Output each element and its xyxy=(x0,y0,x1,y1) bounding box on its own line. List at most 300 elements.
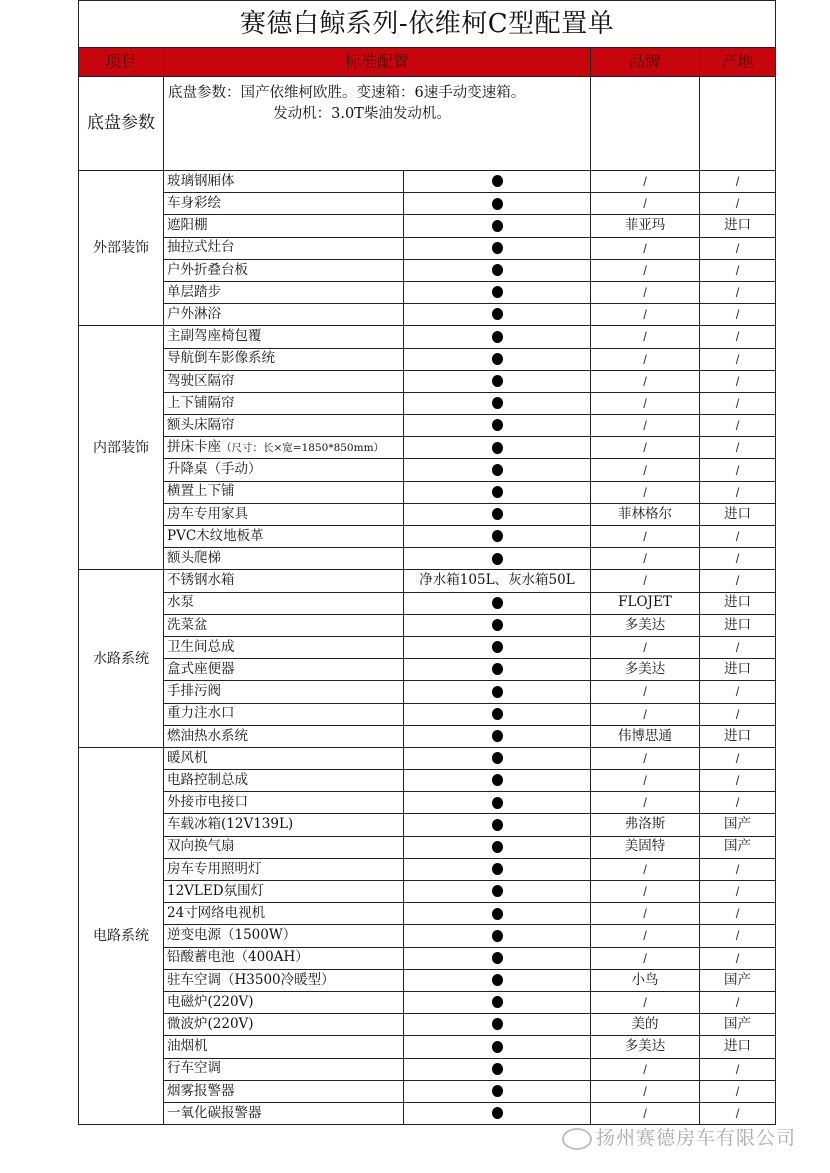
item-name xyxy=(164,681,404,703)
group-label: 内部装饰 xyxy=(79,326,164,570)
item-name xyxy=(164,814,404,836)
standard-cell xyxy=(404,659,591,681)
brand-cell: / xyxy=(591,703,700,725)
brand-cell: FLOJET xyxy=(591,592,700,614)
standard-cell xyxy=(404,503,591,525)
origin-cell: / xyxy=(700,925,776,947)
brand-cell: / xyxy=(591,415,700,437)
standard-dot-icon xyxy=(492,242,503,254)
standard-cell xyxy=(404,1014,591,1036)
header-row xyxy=(79,48,776,77)
wechat-icon xyxy=(562,1128,592,1150)
item-label: 横置上下铺 xyxy=(167,483,235,500)
standard-dot-icon xyxy=(492,1085,503,1097)
standard-cell xyxy=(404,326,591,348)
item-name xyxy=(164,991,404,1013)
standard-cell xyxy=(404,725,591,747)
item-name xyxy=(164,548,404,570)
standard-dot-icon xyxy=(492,863,503,875)
standard-cell xyxy=(404,193,591,215)
brand-cell: / xyxy=(591,281,700,303)
origin-cell: 国产 xyxy=(700,814,776,836)
standard-dot-icon xyxy=(492,885,503,897)
item-label: 上下铺隔帘 xyxy=(167,394,235,411)
standard-dot-icon xyxy=(492,375,503,387)
table-row xyxy=(79,947,776,969)
brand-cell: / xyxy=(591,636,700,658)
item-label: 重力注水口 xyxy=(167,705,235,722)
standard-cell xyxy=(404,171,591,193)
item-label: 抽拉式灶台 xyxy=(167,239,235,256)
brand-cell: / xyxy=(591,881,700,903)
table-row xyxy=(79,592,776,614)
standard-cell xyxy=(404,1102,591,1124)
item-name xyxy=(164,925,404,947)
origin-cell: / xyxy=(700,370,776,392)
standard-dot-icon xyxy=(492,1107,503,1119)
standard-cell xyxy=(404,1080,591,1102)
item-name xyxy=(164,725,404,747)
origin-cell: / xyxy=(700,1080,776,1102)
item-label: 驾驶区隔帘 xyxy=(167,372,235,389)
title-row xyxy=(79,1,776,48)
item-label: 手排污阀 xyxy=(167,683,221,700)
origin-cell: / xyxy=(700,526,776,548)
origin-cell: / xyxy=(700,281,776,303)
chassis-label: 底盘参数 xyxy=(79,77,164,171)
origin-cell: 国产 xyxy=(700,1014,776,1036)
standard-dot-icon xyxy=(492,686,503,698)
item-label: 额头爬梯 xyxy=(167,550,221,567)
config-sheet xyxy=(78,0,775,1125)
brand-cell: / xyxy=(591,326,700,348)
brand-cell: / xyxy=(591,770,700,792)
brand-cell: 多美达 xyxy=(591,614,700,636)
item-label: 微波炉(220V) xyxy=(167,1015,254,1032)
standard-dot-icon xyxy=(492,996,503,1008)
table-row xyxy=(79,503,776,525)
brand-cell: / xyxy=(591,459,700,481)
brand-cell: / xyxy=(591,991,700,1013)
header-standard: 标准配置 xyxy=(164,48,591,77)
origin-cell: / xyxy=(700,481,776,503)
item-name xyxy=(164,903,404,925)
standard-cell xyxy=(404,459,591,481)
origin-cell: / xyxy=(700,259,776,281)
standard-dot-icon xyxy=(492,1018,503,1030)
standard-dot-icon xyxy=(492,264,503,276)
item-label: 油烟机 xyxy=(167,1038,208,1055)
table-row xyxy=(79,281,776,303)
brand-cell: 小鸟 xyxy=(591,969,700,991)
origin-cell: / xyxy=(700,858,776,880)
origin-cell: 进口 xyxy=(700,614,776,636)
item-label: 卫生间总成 xyxy=(167,638,235,655)
item-label: 车身彩绘 xyxy=(167,195,221,212)
standard-cell xyxy=(404,370,591,392)
table-row xyxy=(79,237,776,259)
item-label: 房车专用照明灯 xyxy=(167,860,262,877)
standard-cell: 净水箱105L、灰水箱50L xyxy=(404,570,591,592)
chassis-origin xyxy=(700,77,776,171)
item-label: 行车空调 xyxy=(167,1060,221,1077)
standard-cell xyxy=(404,858,591,880)
standard-cell xyxy=(404,903,591,925)
standard-cell xyxy=(404,237,591,259)
table-row xyxy=(79,326,776,348)
item-name xyxy=(164,503,404,525)
table-row xyxy=(79,903,776,925)
item-label: 玻璃钢厢体 xyxy=(167,172,235,189)
item-name xyxy=(164,636,404,658)
standard-dot-icon xyxy=(492,1041,503,1053)
standard-cell xyxy=(404,947,591,969)
brand-cell: 菲林格尔 xyxy=(591,503,700,525)
standard-dot-icon xyxy=(492,1063,503,1075)
standard-dot-icon xyxy=(492,952,503,964)
table-row xyxy=(79,370,776,392)
standard-cell xyxy=(404,259,591,281)
standard-dot-icon xyxy=(492,419,503,431)
item-name xyxy=(164,392,404,414)
origin-cell: / xyxy=(700,636,776,658)
standard-dot-icon xyxy=(492,286,503,298)
brand-cell: / xyxy=(591,1102,700,1124)
origin-cell: / xyxy=(700,1058,776,1080)
table-row xyxy=(79,415,776,437)
origin-cell: / xyxy=(700,548,776,570)
standard-cell xyxy=(404,1058,591,1080)
item-name xyxy=(164,215,404,237)
origin-cell: 国产 xyxy=(700,836,776,858)
origin-cell: / xyxy=(700,171,776,193)
origin-cell: / xyxy=(700,304,776,326)
brand-cell: / xyxy=(591,348,700,370)
origin-cell: / xyxy=(700,415,776,437)
standard-cell xyxy=(404,747,591,769)
item-name xyxy=(164,437,404,459)
item-label: 12VLED氛围灯 xyxy=(167,882,265,899)
standard-cell xyxy=(404,526,591,548)
origin-cell: / xyxy=(700,570,776,592)
table-row xyxy=(79,171,776,193)
standard-dot-icon xyxy=(492,353,503,365)
brand-cell: / xyxy=(591,481,700,503)
standard-cell xyxy=(404,1036,591,1058)
document-title: 赛德白鲸系列-依维柯C型配置单 xyxy=(79,1,776,48)
chassis-line-1: 底盘参数：国产依维柯欧胜。变速箱：6速手动变速箱。 xyxy=(168,85,526,101)
item-name xyxy=(164,1058,404,1080)
table-row xyxy=(79,747,776,769)
standard-dot-icon xyxy=(492,974,503,986)
item-label: 驻车空调（H3500冷暖型） xyxy=(167,971,335,988)
table-row xyxy=(79,770,776,792)
standard-cell xyxy=(404,304,591,326)
table-row xyxy=(79,259,776,281)
item-name xyxy=(164,415,404,437)
item-label: 不锈钢水箱 xyxy=(167,572,235,589)
standard-cell xyxy=(404,614,591,636)
item-name xyxy=(164,281,404,303)
origin-cell: / xyxy=(700,703,776,725)
watermark xyxy=(562,1123,796,1150)
origin-cell: / xyxy=(700,747,776,769)
origin-cell: 进口 xyxy=(700,592,776,614)
brand-cell: / xyxy=(591,747,700,769)
origin-cell: / xyxy=(700,681,776,703)
item-label: 遮阳棚 xyxy=(167,217,208,234)
item-name xyxy=(164,1014,404,1036)
item-name xyxy=(164,792,404,814)
standard-dot-icon xyxy=(492,708,503,720)
origin-cell: 国产 xyxy=(700,969,776,991)
standard-dot-icon xyxy=(492,464,503,476)
table-row xyxy=(79,548,776,570)
table-row xyxy=(79,636,776,658)
brand-cell: / xyxy=(591,548,700,570)
item-label: 双向换气扇 xyxy=(167,838,235,855)
standard-dot-icon xyxy=(492,641,503,653)
header-item: 项目 xyxy=(79,48,164,77)
table-row xyxy=(79,193,776,215)
table-row xyxy=(79,481,776,503)
item-name xyxy=(164,348,404,370)
brand-cell: / xyxy=(591,1058,700,1080)
table-row xyxy=(79,969,776,991)
origin-cell: 进口 xyxy=(700,1036,776,1058)
chassis-row xyxy=(79,77,776,171)
standard-dot-icon xyxy=(492,175,503,187)
item-name xyxy=(164,770,404,792)
brand-cell: / xyxy=(591,1080,700,1102)
standard-cell xyxy=(404,281,591,303)
brand-cell: / xyxy=(591,903,700,925)
standard-cell xyxy=(404,437,591,459)
table-row xyxy=(79,304,776,326)
item-label: 燃油热水系统 xyxy=(167,727,248,744)
group-label: 外部装饰 xyxy=(79,171,164,326)
item-label: 拼床卡座 xyxy=(167,439,221,456)
standard-cell xyxy=(404,481,591,503)
brand-cell: / xyxy=(591,681,700,703)
chassis-description xyxy=(164,77,591,171)
origin-cell: / xyxy=(700,947,776,969)
item-label: 户外淋浴 xyxy=(167,305,221,322)
origin-cell: / xyxy=(700,881,776,903)
group-label: 电路系统 xyxy=(79,747,164,1124)
standard-dot-icon xyxy=(492,930,503,942)
item-label: 升降桌（手动） xyxy=(167,461,262,478)
standard-cell xyxy=(404,969,591,991)
origin-cell: / xyxy=(700,770,776,792)
item-name xyxy=(164,1102,404,1124)
item-name xyxy=(164,481,404,503)
item-label: 额头床隔帘 xyxy=(167,416,235,433)
item-name xyxy=(164,570,404,592)
brand-cell: / xyxy=(591,392,700,414)
chassis-brand xyxy=(591,77,700,171)
table-row xyxy=(79,348,776,370)
standard-cell xyxy=(404,392,591,414)
brand-cell: 多美达 xyxy=(591,1036,700,1058)
brand-cell: / xyxy=(591,370,700,392)
standard-dot-icon xyxy=(492,819,503,831)
standard-dot-icon xyxy=(492,752,503,764)
origin-cell: 进口 xyxy=(700,215,776,237)
item-name xyxy=(164,592,404,614)
brand-cell: / xyxy=(591,237,700,259)
standard-dot-icon xyxy=(492,597,503,609)
item-name xyxy=(164,326,404,348)
item-label: 盒式座便器 xyxy=(167,660,235,677)
brand-cell: / xyxy=(591,792,700,814)
table-row xyxy=(79,215,776,237)
item-name xyxy=(164,370,404,392)
brand-cell: / xyxy=(591,570,700,592)
table-row xyxy=(79,1080,776,1102)
origin-cell: 进口 xyxy=(700,725,776,747)
table-row xyxy=(79,526,776,548)
table-row xyxy=(79,814,776,836)
brand-cell: / xyxy=(591,925,700,947)
standard-dot-icon xyxy=(492,220,503,232)
item-label: 暖风机 xyxy=(167,749,208,766)
origin-cell: / xyxy=(700,348,776,370)
item-label: 导航倒车影像系统 xyxy=(167,350,275,367)
item-name xyxy=(164,526,404,548)
brand-cell: 美的 xyxy=(591,1014,700,1036)
item-label: 一氧化碳报警器 xyxy=(167,1104,262,1121)
standard-cell xyxy=(404,792,591,814)
standard-dot-icon xyxy=(492,198,503,210)
brand-cell: / xyxy=(591,304,700,326)
standard-dot-icon xyxy=(492,508,503,520)
item-label: 烟雾报警器 xyxy=(167,1082,235,1099)
standard-dot-icon xyxy=(492,663,503,675)
brand-cell: 伟博思通 xyxy=(591,725,700,747)
brand-cell: / xyxy=(591,858,700,880)
standard-cell xyxy=(404,881,591,903)
table-row xyxy=(79,1058,776,1080)
standard-dot-icon xyxy=(492,308,503,320)
table-row xyxy=(79,925,776,947)
item-label: 外接市电接口 xyxy=(167,794,248,811)
origin-cell: / xyxy=(700,991,776,1013)
brand-cell: 多美达 xyxy=(591,659,700,681)
item-label: 水泵 xyxy=(167,594,194,611)
standard-cell xyxy=(404,548,591,570)
item-name xyxy=(164,969,404,991)
origin-cell: 进口 xyxy=(700,659,776,681)
chassis-line-2: 发动机：3.0T柴油发动机。 xyxy=(273,106,451,122)
standard-cell xyxy=(404,991,591,1013)
item-name xyxy=(164,171,404,193)
item-label: 房车专用家具 xyxy=(167,505,248,522)
item-name xyxy=(164,836,404,858)
item-label: PVC木纹地板革 xyxy=(167,527,264,544)
standard-cell xyxy=(404,348,591,370)
brand-cell: / xyxy=(591,171,700,193)
brand-cell: 菲亚玛 xyxy=(591,215,700,237)
table-row xyxy=(79,614,776,636)
item-name xyxy=(164,304,404,326)
item-name xyxy=(164,237,404,259)
header-brand: 品牌 xyxy=(591,48,700,77)
standard-dot-icon xyxy=(492,797,503,809)
table-row xyxy=(79,681,776,703)
table-row xyxy=(79,881,776,903)
standard-dot-icon xyxy=(492,619,503,631)
item-name xyxy=(164,947,404,969)
standard-cell xyxy=(404,770,591,792)
origin-cell: / xyxy=(700,237,776,259)
item-label: 单层踏步 xyxy=(167,283,221,300)
item-name xyxy=(164,747,404,769)
brand-cell: 弗洛斯 xyxy=(591,814,700,836)
standard-cell xyxy=(404,925,591,947)
standard-cell xyxy=(404,836,591,858)
standard-cell xyxy=(404,592,591,614)
item-name xyxy=(164,193,404,215)
origin-cell: 进口 xyxy=(700,503,776,525)
watermark-text: 扬州赛德房车有限公司 xyxy=(596,1127,797,1149)
origin-cell: / xyxy=(700,903,776,925)
standard-cell xyxy=(404,415,591,437)
brand-cell: / xyxy=(591,526,700,548)
item-label: 电路控制总成 xyxy=(167,771,248,788)
standard-dot-icon xyxy=(492,486,503,498)
origin-cell: / xyxy=(700,792,776,814)
table-row xyxy=(79,703,776,725)
table-row xyxy=(79,459,776,481)
origin-cell: / xyxy=(700,437,776,459)
origin-cell: / xyxy=(700,1102,776,1124)
standard-dot-icon xyxy=(492,442,503,454)
item-label: 逆变电源（1500W） xyxy=(167,927,297,944)
origin-cell: / xyxy=(700,193,776,215)
table-row xyxy=(79,836,776,858)
header-origin: 产地 xyxy=(700,48,776,77)
table-row xyxy=(79,392,776,414)
standard-cell xyxy=(404,814,591,836)
standard-dot-icon xyxy=(492,908,503,920)
table-row xyxy=(79,1102,776,1124)
item-name xyxy=(164,703,404,725)
item-label: 户外折叠台板 xyxy=(167,261,248,278)
standard-cell xyxy=(404,215,591,237)
table-row xyxy=(79,1014,776,1036)
item-label: 铅酸蓄电池（400AH） xyxy=(167,949,309,966)
item-name xyxy=(164,858,404,880)
table-row xyxy=(79,858,776,880)
origin-cell: / xyxy=(700,459,776,481)
standard-dot-icon xyxy=(492,397,503,409)
standard-dot-icon xyxy=(492,331,503,343)
standard-dot-icon xyxy=(492,553,503,565)
table-row xyxy=(79,725,776,747)
item-label: 主副驾座椅包覆 xyxy=(167,328,262,345)
group-label: 水路系统 xyxy=(79,570,164,748)
brand-cell: / xyxy=(591,259,700,281)
item-note: （尺寸：长×宽=1850*850mm） xyxy=(221,442,385,455)
standard-cell xyxy=(404,636,591,658)
item-label: 车载冰箱(12V139L) xyxy=(167,816,294,833)
table-row xyxy=(79,1036,776,1058)
item-name xyxy=(164,659,404,681)
brand-cell: / xyxy=(591,947,700,969)
standard-cell xyxy=(404,703,591,725)
item-name xyxy=(164,614,404,636)
